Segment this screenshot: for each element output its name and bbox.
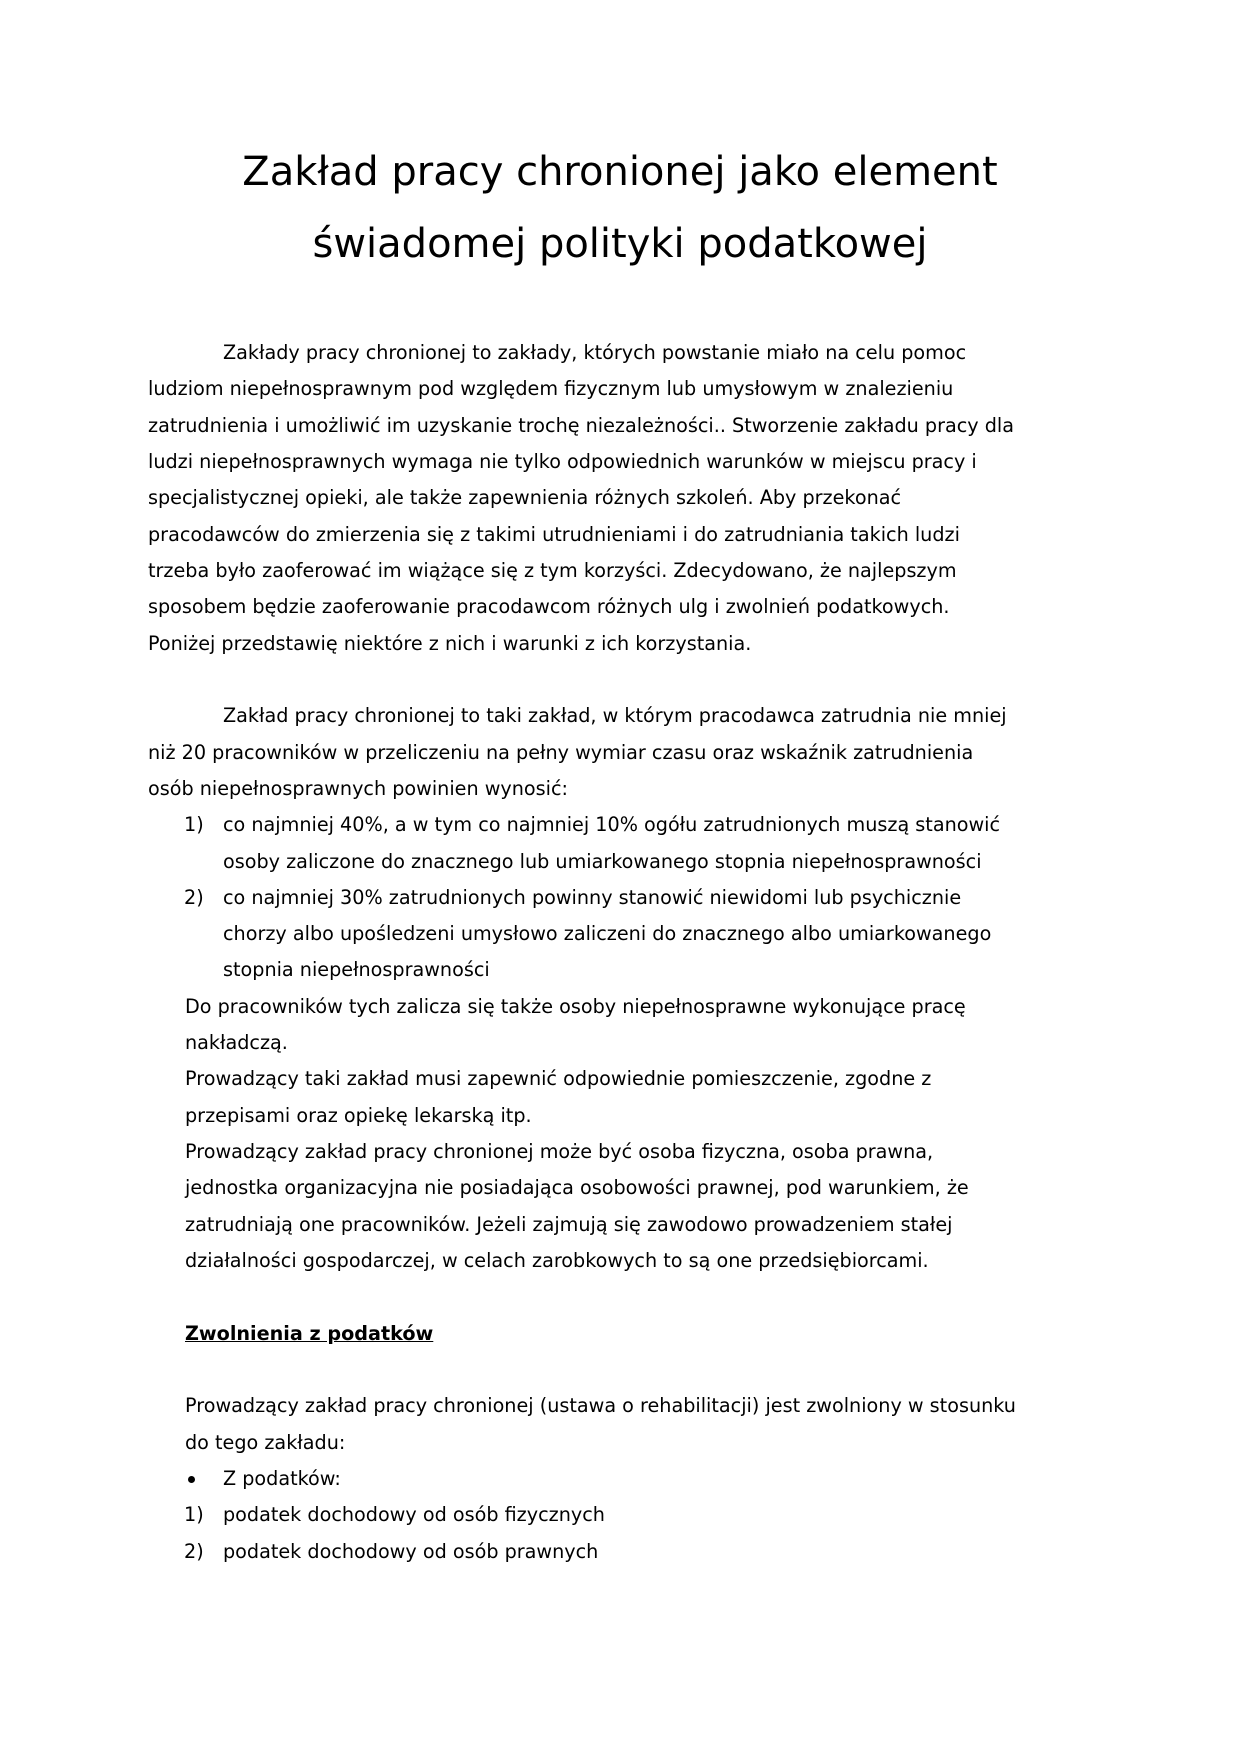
list-marker: 1) — [184, 1503, 204, 1526]
bullet-icon — [188, 1476, 195, 1483]
text-line: Zakłady pracy chronionej to zakłady, których powstanie miało na celu pomoc — [223, 341, 967, 364]
text-line: chorzy albo upośledzeni umysłowo zaliczeni do znacznego albo umiarkowanego — [223, 922, 992, 945]
text-line: podatek dochodowy od osób prawnych — [223, 1540, 599, 1563]
text-line: pracodawców do zmierzenia się z takimi utrudnieniami i do zatrudniania takich ludzi — [148, 523, 960, 546]
text-line: sposobem będzie zaoferowanie pracodawcom różnych ulg i zwolnień podatkowych. — [148, 595, 950, 618]
text-line: podatek dochodowy od osób fizycznych — [223, 1503, 605, 1526]
text-line: zatrudniają one pracowników. Jeżeli zajmują się zawodowo prowadzeniem stałej — [185, 1213, 953, 1236]
text-line: zatrudnienia i umożliwić im uzyskanie trochę niezależności.. Stworzenie zakładu pracy dla — [148, 414, 1015, 437]
text-line: Z podatków: — [223, 1467, 341, 1490]
document-title-line-1: Zakład pracy chronionej jako element — [242, 149, 998, 195]
text-line: osoby zaliczone do znacznego lub umiarkowanego stopnia niepełnosprawności — [223, 850, 982, 873]
text-line: ludziom niepełnosprawnym pod względem fizycznym lub umysłowym w znalezieniu — [148, 377, 954, 400]
text-line: co najmniej 40%, a w tym co najmniej 10% ogółu zatrudnionych muszą stanowić — [223, 813, 1001, 836]
list-marker: 1) — [184, 813, 204, 836]
text-line: Poniżej przedstawię niektóre z nich i warunki z ich korzystania. — [148, 632, 752, 655]
text-line: co najmniej 30% zatrudnionych powinny stanowić niewidomi lub psychicznie — [223, 886, 962, 909]
text-line: jednostka organizacyjna nie posiadająca osobowości prawnej, pod warunkiem, że — [185, 1176, 969, 1199]
list-marker: 2) — [184, 1540, 204, 1563]
text-line: niż 20 pracowników w przeliczeniu na pełny wymiar czasu oraz wskaźnik zatrudnienia — [148, 741, 974, 764]
text-line: osób niepełnosprawnych powinien wynosić: — [148, 777, 569, 800]
text-line: Zakład pracy chronionej to taki zakład, w którym pracodawca zatrudnia nie mniej — [223, 704, 1007, 727]
text-line: do tego zakładu: — [185, 1431, 346, 1454]
text-line: działalności gospodarczej, w celach zarobkowych to są one przedsiębiorcami. — [185, 1249, 929, 1272]
list-marker: 2) — [184, 886, 204, 909]
document-title-line-2: świadomej polityki podatkowej — [312, 221, 928, 267]
section-heading: Zwolnienia z podatków — [185, 1322, 434, 1345]
text-line: Do pracowników tych zalicza się także osoby niepełnosprawne wykonujące pracę — [185, 995, 966, 1018]
text-line: ludzi niepełnosprawnych wymaga nie tylko odpowiednich warunków w miejscu pracy i — [148, 450, 977, 473]
text-line: trzeba było zaoferować im wiążące się z tym korzyści. Zdecydowano, że najlepszym — [148, 559, 957, 582]
text-line: specjalistycznej opieki, ale także zapewnienia różnych szkoleń. Aby przekonać — [148, 486, 902, 509]
text-line: stopnia niepełnosprawności — [223, 958, 490, 981]
text-line: Prowadzący zakład pracy chronionej może być osoba fizyczna, osoba prawna, — [185, 1140, 934, 1163]
text-line: Prowadzący taki zakład musi zapewnić odpowiednie pomieszczenie, zgodne z — [185, 1067, 932, 1090]
text-line: nakładczą. — [185, 1031, 288, 1054]
text-line: Prowadzący zakład pracy chronionej (ustawa o rehabilitacji) jest zwolniony w stosunku — [185, 1394, 1016, 1417]
text-line: przepisami oraz opiekę lekarską itp. — [185, 1104, 532, 1127]
